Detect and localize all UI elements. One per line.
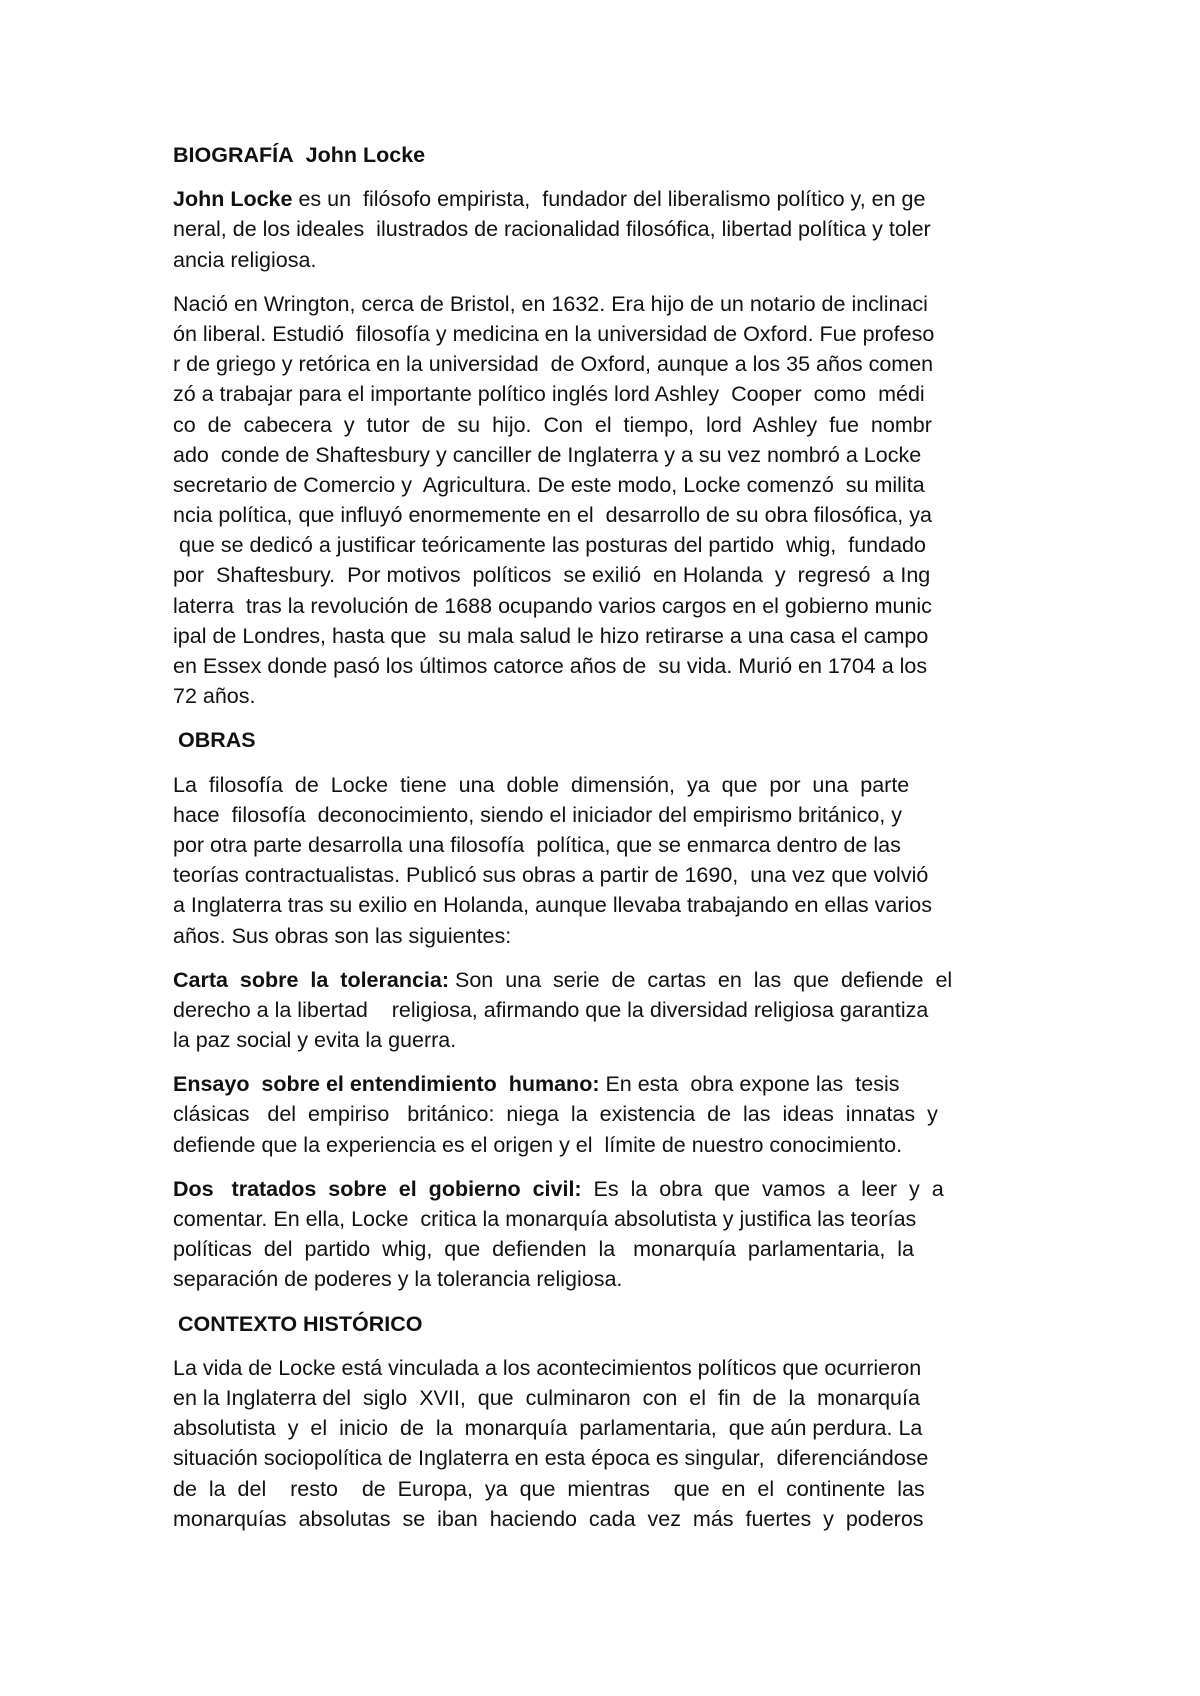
contexto-line: de la del resto de Europa, ya que mientras que en el continente las xyxy=(173,1476,925,1501)
tratados-paragraph xyxy=(173,1174,1033,1295)
contexto-line: en la Inglaterra del siglo XVII, que culminaron con el fin de la monarquía xyxy=(173,1385,920,1410)
obras-intro-line: teorías contractualistas. Publicó sus obras a partir de 1690, una vez que volvió xyxy=(173,863,929,888)
bio-body-line: zó a trabajar para el importante político inglés lord Ashley Cooper como médi xyxy=(173,382,925,407)
bio-intro-line: ancia religiosa. xyxy=(173,247,317,272)
bio-intro-line-rest: es un filósofo empirista, fundador del liberalismo político y, en ge xyxy=(292,187,926,212)
bio-body-line: laterra tras la revolución de 1688 ocupando varios cargos en el gobierno munic xyxy=(173,593,932,618)
obras-intro-line: a Inglaterra tras su exilio en Holanda, aunque llevaba trabajando en ellas varios xyxy=(173,893,932,918)
bio-body-line: 72 años. xyxy=(173,684,256,709)
contexto-heading: CONTEXTO HISTÓRICO xyxy=(178,1311,423,1336)
document-body xyxy=(173,140,1033,1548)
obras-intro-line: por otra parte desarrolla una filosofía política, que se enmarca dentro de las xyxy=(173,832,901,857)
carta-line-rest: Son una serie de cartas en las que defiende el xyxy=(449,967,953,992)
ensayo-paragraph xyxy=(173,1069,1033,1160)
carta-line: la paz social y evita la guerra. xyxy=(173,1028,457,1053)
bio-body-line: en Essex donde pasó los últimos catorce años de su vida. Murió en 1704 a los xyxy=(173,654,928,679)
tratados-line xyxy=(173,1174,1033,1204)
contexto-line: monarquías absolutas se iban haciendo cada vez más fuertes y poderos xyxy=(173,1506,924,1531)
carta-title: Carta sobre la tolerancia: xyxy=(173,967,450,992)
bio-body-line: ón liberal. Estudió filosofía y medicina en la universidad de Oxford. Fue profeso xyxy=(173,321,935,346)
contexto-line: La vida de Locke está vinculada a los acontecimientos políticos que ocurrieron xyxy=(173,1355,922,1380)
obras-intro-line: años. Sus obras son las siguientes: xyxy=(173,923,512,948)
contexto-line: situación sociopolítica de Inglaterra en esta época es singular, diferenciándose xyxy=(173,1446,929,1471)
ensayo-line xyxy=(173,1069,1033,1099)
ensayo-line: defiende que la experiencia es el origen y el límite de nuestro conocimiento. xyxy=(173,1132,903,1157)
biography-subject-name: John Locke xyxy=(305,143,426,167)
obras-heading: OBRAS xyxy=(178,728,256,753)
bio-intro-bold-name: John Locke xyxy=(173,187,293,212)
tratados-title: Dos tratados sobre el gobierno civil: xyxy=(173,1176,582,1201)
biography-heading xyxy=(173,140,1033,170)
contexto-paragraph xyxy=(173,1353,1033,1534)
bio-body-line: secretario de Comercio y Agricultura. De este modo, Locke comenzó su milita xyxy=(173,472,925,497)
ensayo-line-rest: En esta obra expone las tesis xyxy=(599,1072,900,1097)
bio-intro-paragraph xyxy=(173,184,1033,275)
obras-intro-line: La filosofía de Locke tiene una doble dimensión, ya que por una parte xyxy=(173,772,910,797)
carta-paragraph xyxy=(173,965,1033,1056)
bio-body-line: ipal de Londres, hasta que su mala salud le hizo retirarse a una casa el campo xyxy=(173,623,929,648)
ensayo-line: clásicas del empiriso británico: niega la existencia de las ideas innatas y xyxy=(173,1102,938,1127)
tratados-line: comentar. En ella, Locke critica la monarquía absolutista y justifica las teorías xyxy=(173,1207,917,1232)
obras-intro-paragraph xyxy=(173,770,1033,951)
contexto-line: absolutista y el inicio de la monarquía parlamentaria, que aún perdura. La xyxy=(173,1416,923,1441)
biography-title: BIOGRAFÍA xyxy=(173,143,294,167)
bio-body-line: r de griego y retórica en la universidad de Oxford, aunque a los 35 años comen xyxy=(173,352,934,377)
bio-body-line: ado conde de Shaftesbury y canciller de Inglaterra y a su vez nombró a Locke xyxy=(173,442,922,467)
bio-intro-line xyxy=(173,184,1033,214)
bio-body-line: ncia política, que influyó enormemente en el desarrollo de su obra filosófica, ya xyxy=(173,503,932,528)
carta-line xyxy=(173,965,1033,995)
carta-line: derecho a la libertad religiosa, afirmando que la diversidad religiosa garantiza xyxy=(173,997,929,1022)
bio-intro-line: neral, de los ideales ilustrados de racionalidad filosófica, libertad política y toler xyxy=(173,217,931,242)
bio-body-line: Nació en Wrington, cerca de Bristol, en 1632. Era hijo de un notario de inclinaci xyxy=(173,291,928,316)
tratados-line: políticas del partido whig, que defienden la monarquía parlamentaria, la xyxy=(173,1237,914,1262)
obras-intro-line: hace filosofía deconocimiento, siendo el iniciador del empirismo británico, y xyxy=(173,802,902,827)
tratados-line: separación de poderes y la tolerancia religiosa. xyxy=(173,1267,623,1292)
ensayo-title: Ensayo sobre el entendimiento humano: xyxy=(173,1072,600,1097)
tratados-line-rest: Es la obra que vamos a leer y a xyxy=(581,1176,944,1201)
bio-body-line: co de cabecera y tutor de su hijo. Con el tiempo, lord Ashley fue nombr xyxy=(173,412,932,437)
bio-body-line: que se dedicó a justificar teóricamente las posturas del partido whig, fundado xyxy=(173,533,926,558)
bio-body-line: por Shaftesbury. Por motivos políticos se exilió en Holanda y regresó a Ing xyxy=(173,563,931,588)
bio-body-paragraph xyxy=(173,289,1033,712)
